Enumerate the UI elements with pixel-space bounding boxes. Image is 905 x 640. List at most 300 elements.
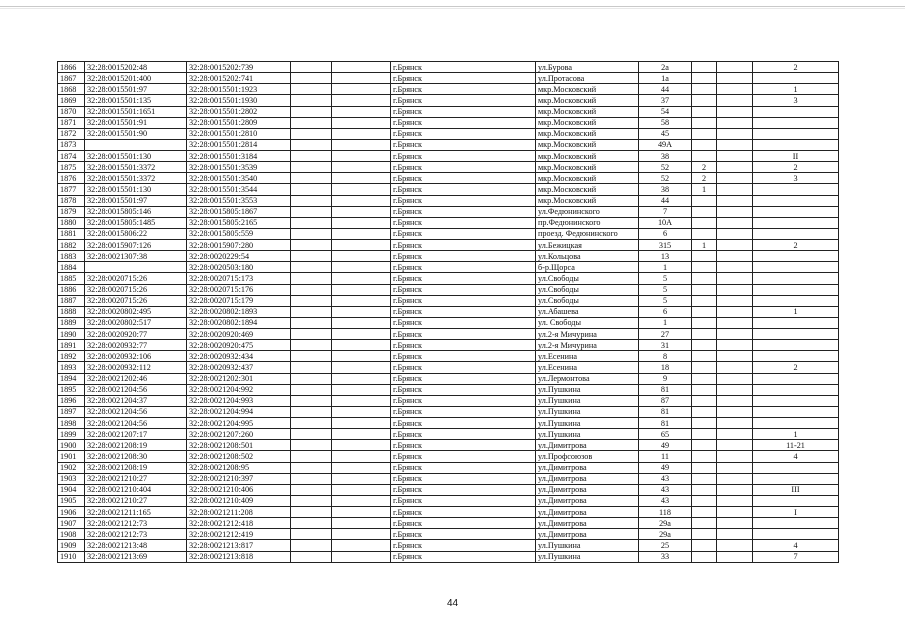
- table-row: [58, 151, 839, 162]
- table-row: [58, 295, 839, 306]
- building-cell: [692, 117, 717, 128]
- building-cell: [692, 106, 717, 117]
- house-number-cell: 1: [639, 317, 692, 328]
- building-cell: [692, 462, 717, 473]
- flat-col-cell: [717, 406, 753, 417]
- street-cell: ул.Пушкина: [536, 418, 639, 429]
- house-number-cell: 1а: [639, 73, 692, 84]
- house-number-cell: 49А: [639, 139, 692, 150]
- table-row: [58, 228, 839, 239]
- object-cadastral-number-cell: 32:28:0015501:2802: [187, 106, 291, 117]
- street-cell: проезд. Федюнинского: [536, 228, 639, 239]
- blank-col-b-cell: [332, 317, 391, 328]
- row-number-cell: 1902: [58, 462, 85, 473]
- city-cell: г.Брянск: [391, 306, 536, 317]
- house-number-cell: 315: [639, 240, 692, 251]
- street-cell: ул.Свободы: [536, 284, 639, 295]
- flat-col-cell: [717, 184, 753, 195]
- city-cell: г.Брянск: [391, 451, 536, 462]
- scan-artifact-line: [0, 8, 905, 9]
- object-cadastral-number-cell: 32:28:0015501:3544: [187, 184, 291, 195]
- house-number-cell: 52: [639, 162, 692, 173]
- blank-col-a-cell: [291, 351, 332, 362]
- building-cell: 2: [692, 173, 717, 184]
- table-row: [58, 262, 839, 273]
- street-cell: мкр.Московский: [536, 162, 639, 173]
- note-cell: [753, 117, 839, 128]
- blank-col-a-cell: [291, 529, 332, 540]
- building-cell: [692, 151, 717, 162]
- note-cell: [753, 518, 839, 529]
- object-cadastral-number-cell: 32:28:0021208:95: [187, 462, 291, 473]
- building-cell: [692, 373, 717, 384]
- row-number-cell: 1885: [58, 273, 85, 284]
- table-row: [58, 529, 839, 540]
- street-cell: мкр.Московский: [536, 139, 639, 150]
- building-cell: [692, 95, 717, 106]
- row-number-cell: 1898: [58, 418, 85, 429]
- blank-col-b-cell: [332, 306, 391, 317]
- land-cadastral-number-cell: 32:28:0021204:56: [85, 384, 187, 395]
- house-number-cell: 18: [639, 362, 692, 373]
- flat-col-cell: [717, 251, 753, 262]
- object-cadastral-number-cell: 32:28:0015501:3184: [187, 151, 291, 162]
- building-cell: [692, 406, 717, 417]
- table-row: [58, 418, 839, 429]
- city-cell: г.Брянск: [391, 117, 536, 128]
- house-number-cell: 43: [639, 473, 692, 484]
- house-number-cell: 54: [639, 106, 692, 117]
- street-cell: ул.Федюнинского: [536, 206, 639, 217]
- land-cadastral-number-cell: 32:28:0021204:56: [85, 418, 187, 429]
- blank-col-a-cell: [291, 484, 332, 495]
- table-row: [58, 351, 839, 362]
- city-cell: г.Брянск: [391, 418, 536, 429]
- flat-col-cell: [717, 228, 753, 239]
- flat-col-cell: [717, 128, 753, 139]
- blank-col-a-cell: [291, 117, 332, 128]
- land-cadastral-number-cell: 32:28:0015201:400: [85, 73, 187, 84]
- blank-col-b-cell: [332, 106, 391, 117]
- blank-col-b-cell: [332, 195, 391, 206]
- note-cell: 1: [753, 306, 839, 317]
- blank-col-b-cell: [332, 206, 391, 217]
- flat-col-cell: [717, 73, 753, 84]
- blank-col-a-cell: [291, 228, 332, 239]
- city-cell: г.Брянск: [391, 440, 536, 451]
- blank-col-b-cell: [332, 251, 391, 262]
- street-cell: ул.Пушкина: [536, 540, 639, 551]
- row-number-cell: 1895: [58, 384, 85, 395]
- flat-col-cell: [717, 217, 753, 228]
- table-row: [58, 406, 839, 417]
- city-cell: г.Брянск: [391, 295, 536, 306]
- land-cadastral-number-cell: 32:28:0021207:17: [85, 429, 187, 440]
- city-cell: г.Брянск: [391, 406, 536, 417]
- house-number-cell: 25: [639, 540, 692, 551]
- building-cell: [692, 195, 717, 206]
- note-cell: [753, 251, 839, 262]
- building-cell: [692, 340, 717, 351]
- city-cell: г.Брянск: [391, 251, 536, 262]
- city-cell: г.Брянск: [391, 529, 536, 540]
- house-number-cell: 27: [639, 329, 692, 340]
- registry-rows: [58, 62, 839, 563]
- city-cell: г.Брянск: [391, 507, 536, 518]
- blank-col-b-cell: [332, 429, 391, 440]
- table-row: [58, 106, 839, 117]
- city-cell: г.Брянск: [391, 384, 536, 395]
- note-cell: [753, 529, 839, 540]
- row-number-cell: 1893: [58, 362, 85, 373]
- object-cadastral-number-cell: 32:28:0020920:475: [187, 340, 291, 351]
- land-cadastral-number-cell: 32:28:0015806:22: [85, 228, 187, 239]
- object-cadastral-number-cell: 32:28:0020920:469: [187, 329, 291, 340]
- city-cell: г.Брянск: [391, 373, 536, 384]
- blank-col-a-cell: [291, 406, 332, 417]
- object-cadastral-number-cell: 32:28:0021210:397: [187, 473, 291, 484]
- blank-col-a-cell: [291, 139, 332, 150]
- table-row: [58, 507, 839, 518]
- land-cadastral-number-cell: 32:28:0015805:1485: [85, 217, 187, 228]
- building-cell: [692, 217, 717, 228]
- table-row: [58, 395, 839, 406]
- city-cell: г.Брянск: [391, 139, 536, 150]
- table-row: [58, 495, 839, 506]
- blank-col-a-cell: [291, 295, 332, 306]
- city-cell: г.Брянск: [391, 128, 536, 139]
- house-number-cell: 2а: [639, 62, 692, 73]
- table-row: [58, 429, 839, 440]
- house-number-cell: 43: [639, 495, 692, 506]
- flat-col-cell: [717, 495, 753, 506]
- note-cell: 1: [753, 429, 839, 440]
- house-number-cell: 38: [639, 151, 692, 162]
- land-cadastral-number-cell: 32:28:0020715:26: [85, 273, 187, 284]
- blank-col-b-cell: [332, 73, 391, 84]
- city-cell: г.Брянск: [391, 395, 536, 406]
- table-row: [58, 540, 839, 551]
- blank-col-a-cell: [291, 540, 332, 551]
- table-row: [58, 184, 839, 195]
- blank-col-a-cell: [291, 418, 332, 429]
- street-cell: ул.Профсоюзов: [536, 451, 639, 462]
- note-cell: [753, 206, 839, 217]
- flat-col-cell: [717, 106, 753, 117]
- table-row: [58, 117, 839, 128]
- note-cell: [753, 473, 839, 484]
- row-number-cell: 1883: [58, 251, 85, 262]
- flat-col-cell: [717, 507, 753, 518]
- note-cell: III: [753, 484, 839, 495]
- land-cadastral-number-cell: 32:28:0020715:26: [85, 284, 187, 295]
- note-cell: 11-21: [753, 440, 839, 451]
- blank-col-b-cell: [332, 162, 391, 173]
- street-cell: ул.Пушкина: [536, 429, 639, 440]
- house-number-cell: 6: [639, 228, 692, 239]
- table-row: [58, 284, 839, 295]
- street-cell: ул.Димитрова: [536, 473, 639, 484]
- object-cadastral-number-cell: 32:28:0020802:1893: [187, 306, 291, 317]
- land-cadastral-number-cell: 32:28:0015501:1651: [85, 106, 187, 117]
- blank-col-b-cell: [332, 117, 391, 128]
- object-cadastral-number-cell: 32:28:0015501:3553: [187, 195, 291, 206]
- object-cadastral-number-cell: 32:28:0021212:418: [187, 518, 291, 529]
- row-number-cell: 1903: [58, 473, 85, 484]
- note-cell: [753, 340, 839, 351]
- row-number-cell: 1910: [58, 551, 85, 562]
- street-cell: ул.Есенина: [536, 351, 639, 362]
- house-number-cell: 6: [639, 306, 692, 317]
- house-number-cell: 118: [639, 507, 692, 518]
- house-number-cell: 49: [639, 440, 692, 451]
- note-cell: 2: [753, 362, 839, 373]
- row-number-cell: 1889: [58, 317, 85, 328]
- blank-col-a-cell: [291, 317, 332, 328]
- city-cell: г.Брянск: [391, 362, 536, 373]
- blank-col-a-cell: [291, 473, 332, 484]
- blank-col-b-cell: [332, 529, 391, 540]
- city-cell: г.Брянск: [391, 262, 536, 273]
- blank-col-b-cell: [332, 262, 391, 273]
- table-row: [58, 195, 839, 206]
- street-cell: б-р.Щорса: [536, 262, 639, 273]
- blank-col-a-cell: [291, 384, 332, 395]
- house-number-cell: 29а: [639, 529, 692, 540]
- flat-col-cell: [717, 451, 753, 462]
- blank-col-b-cell: [332, 551, 391, 562]
- street-cell: ул.Димитрова: [536, 462, 639, 473]
- street-cell: ул.Пушкина: [536, 406, 639, 417]
- blank-col-b-cell: [332, 495, 391, 506]
- blank-col-b-cell: [332, 440, 391, 451]
- house-number-cell: 87: [639, 395, 692, 406]
- street-cell: мкр.Московский: [536, 128, 639, 139]
- blank-col-b-cell: [332, 462, 391, 473]
- land-cadastral-number-cell: 32:28:0015907:126: [85, 240, 187, 251]
- row-number-cell: 1909: [58, 540, 85, 551]
- table-row: [58, 329, 839, 340]
- object-cadastral-number-cell: 32:28:0020932:437: [187, 362, 291, 373]
- flat-col-cell: [717, 306, 753, 317]
- blank-col-a-cell: [291, 273, 332, 284]
- object-cadastral-number-cell: 32:28:0021204:993: [187, 395, 291, 406]
- object-cadastral-number-cell: 32:28:0020802:1894: [187, 317, 291, 328]
- object-cadastral-number-cell: 32:28:0021207:260: [187, 429, 291, 440]
- flat-col-cell: [717, 551, 753, 562]
- blank-col-a-cell: [291, 240, 332, 251]
- object-cadastral-number-cell: 32:28:0015501:1930: [187, 95, 291, 106]
- building-cell: [692, 529, 717, 540]
- flat-col-cell: [717, 62, 753, 73]
- table-row: [58, 273, 839, 284]
- city-cell: г.Брянск: [391, 151, 536, 162]
- blank-col-a-cell: [291, 373, 332, 384]
- land-cadastral-number-cell: 32:28:0021208:30: [85, 451, 187, 462]
- city-cell: г.Брянск: [391, 473, 536, 484]
- row-number-cell: 1901: [58, 451, 85, 462]
- row-number-cell: 1872: [58, 128, 85, 139]
- table-row: [58, 139, 839, 150]
- building-cell: [692, 62, 717, 73]
- building-cell: [692, 495, 717, 506]
- object-cadastral-number-cell: 32:28:0015202:739: [187, 62, 291, 73]
- note-cell: [753, 217, 839, 228]
- row-number-cell: 1881: [58, 228, 85, 239]
- house-number-cell: 45: [639, 128, 692, 139]
- note-cell: [753, 406, 839, 417]
- building-cell: [692, 551, 717, 562]
- object-cadastral-number-cell: 32:28:0021212:419: [187, 529, 291, 540]
- blank-col-a-cell: [291, 495, 332, 506]
- note-cell: [753, 295, 839, 306]
- house-number-cell: 37: [639, 95, 692, 106]
- blank-col-b-cell: [332, 451, 391, 462]
- row-number-cell: 1896: [58, 395, 85, 406]
- blank-col-a-cell: [291, 362, 332, 373]
- land-cadastral-number-cell: 32:28:0021210:404: [85, 484, 187, 495]
- land-cadastral-number-cell: 32:28:0021208:19: [85, 462, 187, 473]
- building-cell: [692, 395, 717, 406]
- street-cell: мкр.Московский: [536, 95, 639, 106]
- scan-artifact-line: [0, 6, 905, 7]
- land-cadastral-number-cell: 32:28:0015501:130: [85, 184, 187, 195]
- object-cadastral-number-cell: 32:28:0021213:817: [187, 540, 291, 551]
- row-number-cell: 1899: [58, 429, 85, 440]
- row-number-cell: 1886: [58, 284, 85, 295]
- building-cell: [692, 384, 717, 395]
- land-cadastral-number-cell: 32:28:0020715:26: [85, 295, 187, 306]
- row-number-cell: 1870: [58, 106, 85, 117]
- city-cell: г.Брянск: [391, 484, 536, 495]
- row-number-cell: 1873: [58, 139, 85, 150]
- building-cell: [692, 262, 717, 273]
- object-cadastral-number-cell: 32:28:0020715:173: [187, 273, 291, 284]
- table-row: [58, 306, 839, 317]
- flat-col-cell: [717, 373, 753, 384]
- note-cell: 1: [753, 84, 839, 95]
- note-cell: [753, 418, 839, 429]
- blank-col-b-cell: [332, 273, 391, 284]
- blank-col-b-cell: [332, 518, 391, 529]
- blank-col-b-cell: [332, 406, 391, 417]
- blank-col-a-cell: [291, 206, 332, 217]
- blank-col-b-cell: [332, 362, 391, 373]
- street-cell: ул.Бурова: [536, 62, 639, 73]
- table-row: [58, 451, 839, 462]
- blank-col-b-cell: [332, 217, 391, 228]
- city-cell: г.Брянск: [391, 351, 536, 362]
- land-cadastral-number-cell: 32:28:0015501:130: [85, 151, 187, 162]
- building-cell: 2: [692, 162, 717, 173]
- table-row: [58, 484, 839, 495]
- house-number-cell: 7: [639, 206, 692, 217]
- street-cell: мкр.Московский: [536, 117, 639, 128]
- building-cell: [692, 540, 717, 551]
- flat-col-cell: [717, 418, 753, 429]
- flat-col-cell: [717, 284, 753, 295]
- street-cell: ул.Пушкина: [536, 395, 639, 406]
- street-cell: ул.Лермонтова: [536, 373, 639, 384]
- land-cadastral-number-cell: [85, 262, 187, 273]
- land-cadastral-number-cell: 32:28:0021212:73: [85, 529, 187, 540]
- house-number-cell: 5: [639, 284, 692, 295]
- table-row: [58, 340, 839, 351]
- city-cell: г.Брянск: [391, 84, 536, 95]
- land-cadastral-number-cell: 32:28:0021210:27: [85, 495, 187, 506]
- object-cadastral-number-cell: 32:28:0021213:818: [187, 551, 291, 562]
- house-number-cell: 81: [639, 384, 692, 395]
- house-number-cell: 11: [639, 451, 692, 462]
- building-cell: [692, 73, 717, 84]
- street-cell: ул.Бежицкая: [536, 240, 639, 251]
- blank-col-b-cell: [332, 139, 391, 150]
- blank-col-b-cell: [332, 384, 391, 395]
- house-number-cell: 65: [639, 429, 692, 440]
- building-cell: [692, 329, 717, 340]
- object-cadastral-number-cell: 32:28:0021210:406: [187, 484, 291, 495]
- blank-col-b-cell: [332, 484, 391, 495]
- city-cell: г.Брянск: [391, 317, 536, 328]
- house-number-cell: 81: [639, 406, 692, 417]
- table-row: [58, 217, 839, 228]
- city-cell: г.Брянск: [391, 462, 536, 473]
- building-cell: [692, 284, 717, 295]
- city-cell: г.Брянск: [391, 195, 536, 206]
- object-cadastral-number-cell: 32:28:0015501:2809: [187, 117, 291, 128]
- blank-col-b-cell: [332, 395, 391, 406]
- building-cell: [692, 429, 717, 440]
- flat-col-cell: [717, 317, 753, 328]
- blank-col-b-cell: [332, 228, 391, 239]
- land-cadastral-number-cell: 32:28:0015501:3372: [85, 173, 187, 184]
- flat-col-cell: [717, 206, 753, 217]
- land-cadastral-number-cell: 32:28:0021212:73: [85, 518, 187, 529]
- land-cadastral-number-cell: 32:28:0015501:90: [85, 128, 187, 139]
- city-cell: г.Брянск: [391, 62, 536, 73]
- building-cell: [692, 507, 717, 518]
- flat-col-cell: [717, 162, 753, 173]
- street-cell: мкр.Московский: [536, 173, 639, 184]
- city-cell: г.Брянск: [391, 240, 536, 251]
- land-cadastral-number-cell: 32:28:0021204:37: [85, 395, 187, 406]
- house-number-cell: 43: [639, 484, 692, 495]
- table-row: [58, 518, 839, 529]
- object-cadastral-number-cell: 32:28:0020715:179: [187, 295, 291, 306]
- city-cell: г.Брянск: [391, 106, 536, 117]
- flat-col-cell: [717, 273, 753, 284]
- row-number-cell: 1897: [58, 406, 85, 417]
- street-cell: ул.Димитрова: [536, 529, 639, 540]
- house-number-cell: 5: [639, 273, 692, 284]
- blank-col-a-cell: [291, 217, 332, 228]
- row-number-cell: 1868: [58, 84, 85, 95]
- note-cell: [753, 128, 839, 139]
- building-cell: [692, 418, 717, 429]
- note-cell: [753, 317, 839, 328]
- street-cell: ул.Пушкина: [536, 384, 639, 395]
- flat-col-cell: [717, 340, 753, 351]
- house-number-cell: 44: [639, 84, 692, 95]
- street-cell: пр.Федюнинского: [536, 217, 639, 228]
- blank-col-b-cell: [332, 240, 391, 251]
- flat-col-cell: [717, 295, 753, 306]
- street-cell: ул.Абашева: [536, 306, 639, 317]
- table-row: [58, 240, 839, 251]
- blank-col-a-cell: [291, 184, 332, 195]
- street-cell: ул. Свободы: [536, 317, 639, 328]
- table-row: [58, 440, 839, 451]
